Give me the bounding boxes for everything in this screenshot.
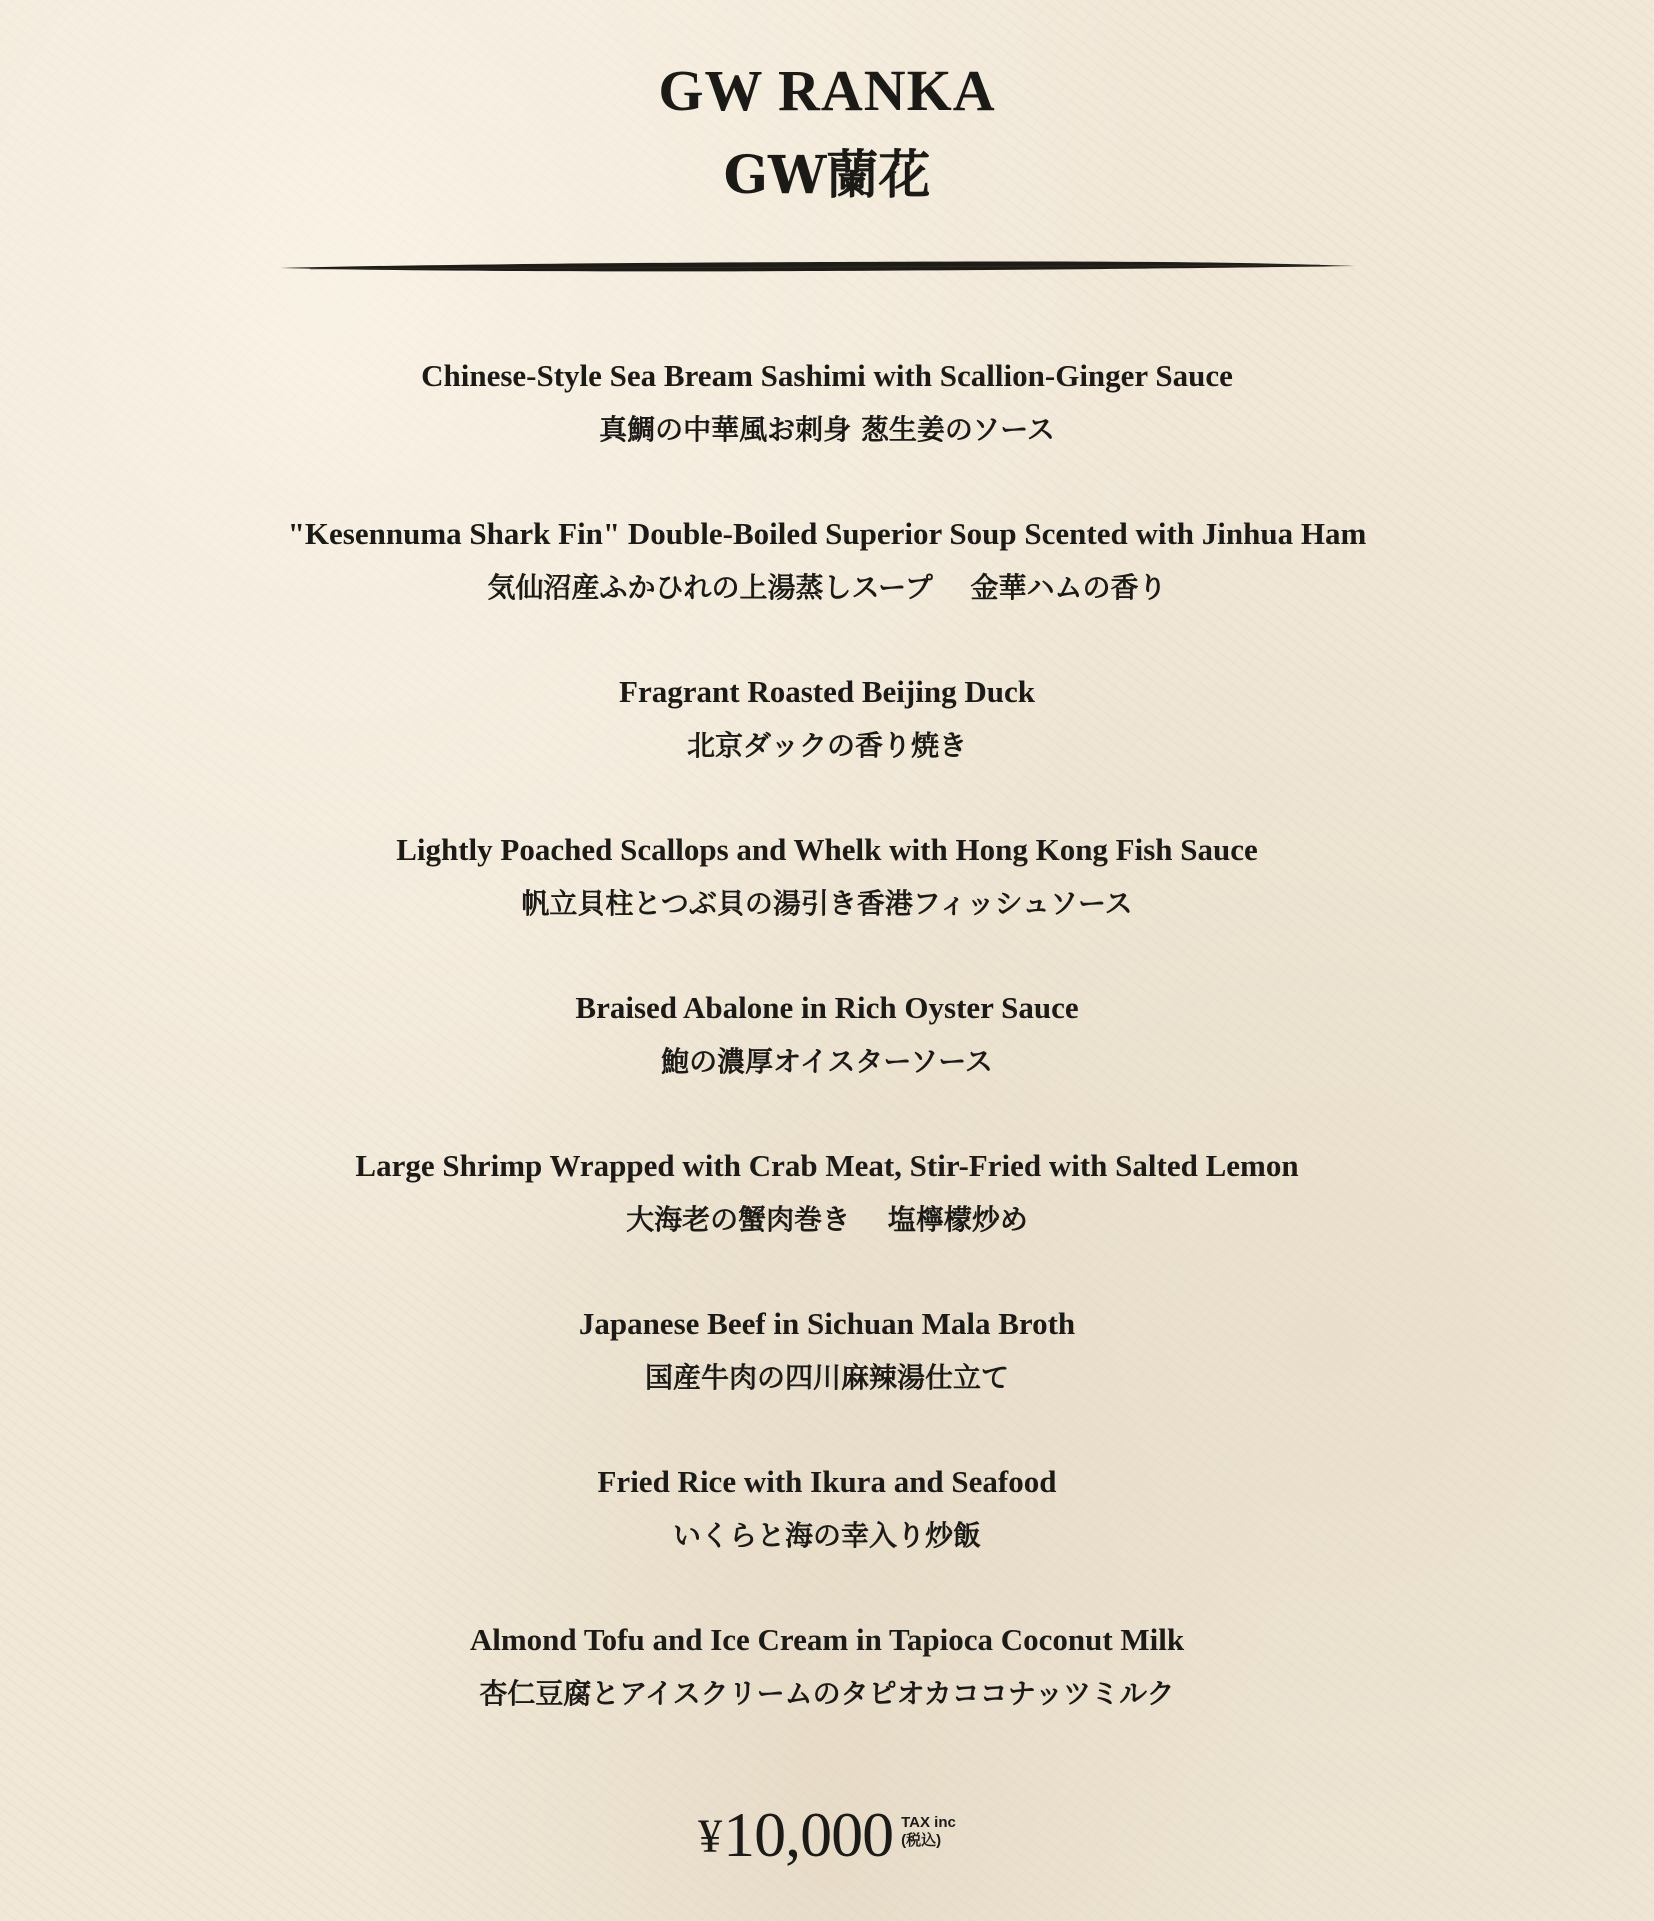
course-name-en: Japanese Beef in Sichuan Mala Broth [578, 1306, 1076, 1341]
course-name-en: Almond Tofu and Ice Cream in Tapioca Coconut Milk [469, 1622, 1185, 1657]
course-item [0, 666, 1654, 824]
course-name-ja: 気仙沼産ふかひれの上湯蒸しスープ 金華ハムの香り [487, 571, 1167, 604]
price [698, 1798, 893, 1878]
course-item [0, 824, 1654, 982]
course-name-ja: 北京ダックの香り焼き [686, 729, 967, 762]
price-amount: 10,000 [723, 1799, 894, 1870]
course-name-en: Large Shrimp Wrapped with Crab Meat, Stir-Fried with Salted Lemon [355, 1148, 1299, 1183]
course-item [0, 982, 1654, 1140]
course-name-ja: いくらと海の幸入り炒飯 [672, 1519, 981, 1552]
course-name-en: Lightly Poached Scallops and Whelk with Hong Kong Fish Sauce [396, 832, 1258, 867]
course-name-en: "Kesennuma Shark Fin" Double-Boiled Superior Soup Scented with Jinhua Ham [287, 516, 1367, 551]
course-item [0, 1298, 1654, 1456]
menu-title-ja: GW蘭花 [723, 145, 931, 206]
course-name-ja: 大海老の蟹肉巻き 塩檸檬炒め [626, 1203, 1028, 1236]
course-name-ja: 鮑の濃厚オイスターソース [661, 1045, 993, 1078]
course-item [0, 1614, 1654, 1772]
tax-note-en: TAX inc [901, 1814, 956, 1831]
course-item [0, 1456, 1654, 1614]
course-name-ja: 国産牛肉の四川麻辣湯仕立て [644, 1361, 1009, 1394]
course-item [0, 508, 1654, 666]
course-name-ja: 杏仁豆腐とアイスクリームのタピオカココナッツミルク [479, 1677, 1175, 1710]
tax-note [901, 1814, 956, 1850]
course-name-en: Chinese-Style Sea Bream Sashimi with Scallion-Ginger Sauce [421, 358, 1233, 393]
course-item [0, 1140, 1654, 1298]
tax-note-ja: (税込) [901, 1832, 942, 1849]
currency-symbol: ¥ [698, 1810, 722, 1863]
brush-divider [280, 259, 1355, 275]
course-name-en: Fragrant Roasted Beijing Duck [619, 674, 1035, 709]
course-name-en: Braised Abalone in Rich Oyster Sauce [575, 990, 1079, 1025]
course-name-ja: 帆立貝柱とつぶ貝の湯引き香港フィッシュソース [521, 887, 1133, 920]
menu-title-en: GW RANKA [658, 58, 996, 123]
course-name-en: Fried Rice with Ikura and Seafood [597, 1464, 1057, 1499]
course-name-ja: 真鯛の中華風お刺身 葱生姜のソース [599, 413, 1055, 446]
course-item [0, 350, 1654, 508]
course-list [0, 350, 1654, 1772]
price-row [0, 1798, 1654, 1878]
